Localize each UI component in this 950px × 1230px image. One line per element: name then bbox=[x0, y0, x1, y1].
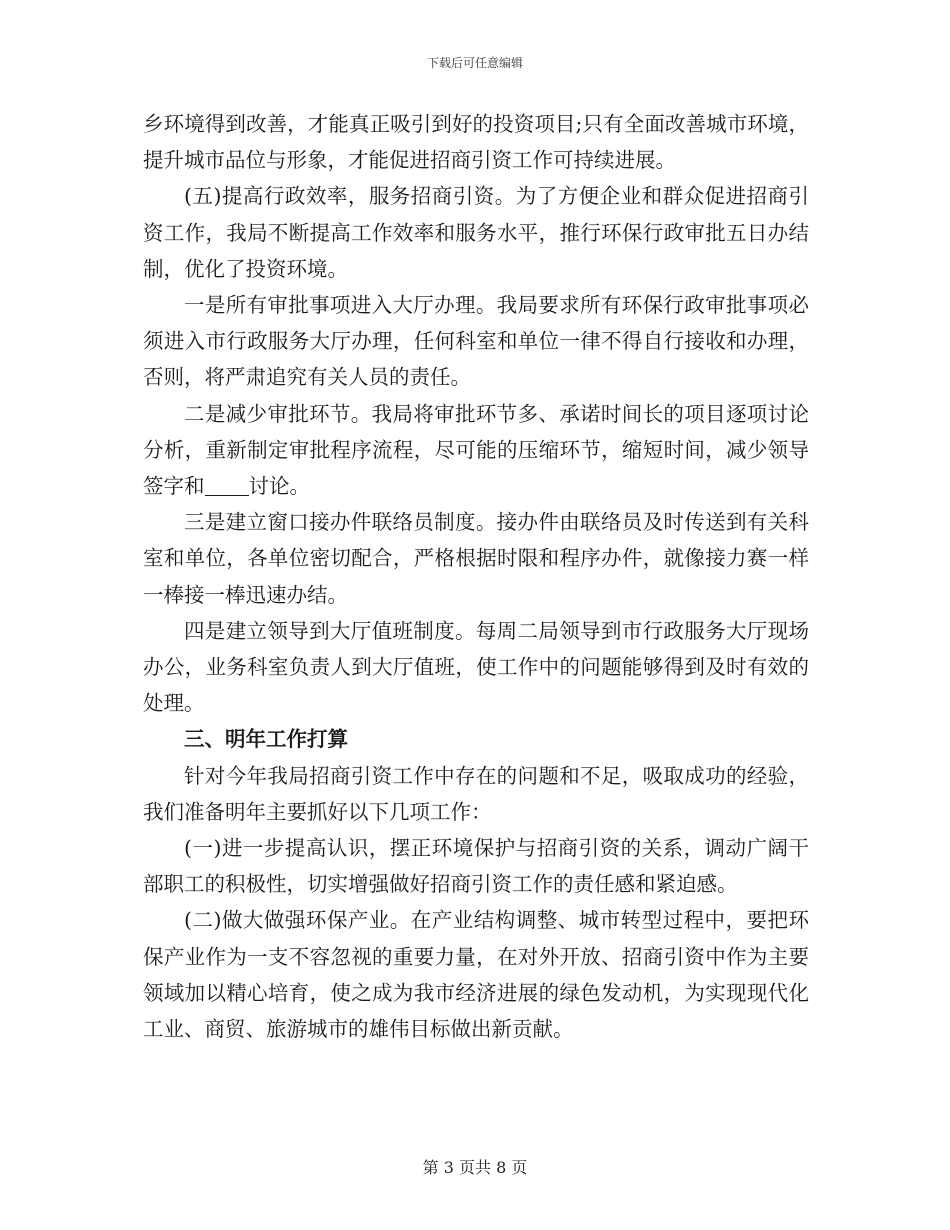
paragraph-intro: 针对今年我局招商引资工作中存在的问题和不足，吸取成功的经验，我们准备明年主要抓好以下几项工作： bbox=[143, 763, 809, 824]
paragraph-point-four: 四是建立领导到大厅值班制度。每周二局领导到市行政服务大厅现场办公，业务科室负责人到大厅值班，使工作中的问题能够得到及时有效的处理。 bbox=[143, 618, 809, 716]
page-footer: 第 3 页共 8 页 bbox=[422, 1158, 528, 1177]
paragraph-point-two-end: 讨论。 bbox=[248, 474, 310, 499]
document-body bbox=[143, 106, 809, 1047]
paragraph-plan-one: (一)进一步提高认识，摆正环境保护与招商引资的关系，调动广阔干部职工的积极性，切实增强做好招商引资工作的责任感和紧迫感。 bbox=[143, 836, 809, 897]
paragraph-item-five: (五)提高行政效率，服务招商引资。为了方便企业和群众促进招商引资工作，我局不断提高工作效率和服务水平，推行环保行政审批五日办结制，优化了投资环境。 bbox=[143, 184, 809, 281]
section-heading: 三、明年工作打算 bbox=[184, 727, 348, 752]
paragraph-point-two-text: 二是减少审批环节。我局将审批环节多、承诺时间长的项目逐项讨论分析，重新制定审批程序流程，尽可能的压缩环节，缩短时间，减少领导签字和 bbox=[143, 401, 809, 499]
page-header: 下载后可任意编辑 bbox=[426, 56, 523, 70]
paragraph-point-one: 一是所有审批事项进入大厅办理。我局要求所有环保行政审批事项必须进入市行政服务大厅办理，任何科室和单位一律不得自行接收和办理，否则，将严肃追究有关人员的责任。 bbox=[143, 293, 809, 390]
paragraph-plan-two: (二)做大做强环保产业。在产业结构调整、城市转型过程中，要把环保产业作为一支不容忽视的重要力量，在对外开放、招商引资中作为主要领域加以精心培育，使之成为我市经济进展的绿色发动机，为实现现代化工业、商贸、旅游城市的雄伟目标做出新贡献。 bbox=[143, 908, 809, 1042]
paragraph-continuation: 乡环境得到改善，才能真正吸引到好的投资项目;只有全面改善城市环境，提升城市品位与形象，才能促进招商引资工作可持续进展。 bbox=[143, 112, 809, 173]
paragraph-point-two bbox=[143, 396, 809, 505]
paragraph-point-three: 三是建立窗口接办件联络员制度。接办件由联络员及时传送到有关科室和单位，各单位密切配合，严格根据时限和程序办件，就像接力赛一样一棒接一棒迅速办结。 bbox=[143, 510, 809, 607]
blank-underline bbox=[205, 475, 249, 497]
